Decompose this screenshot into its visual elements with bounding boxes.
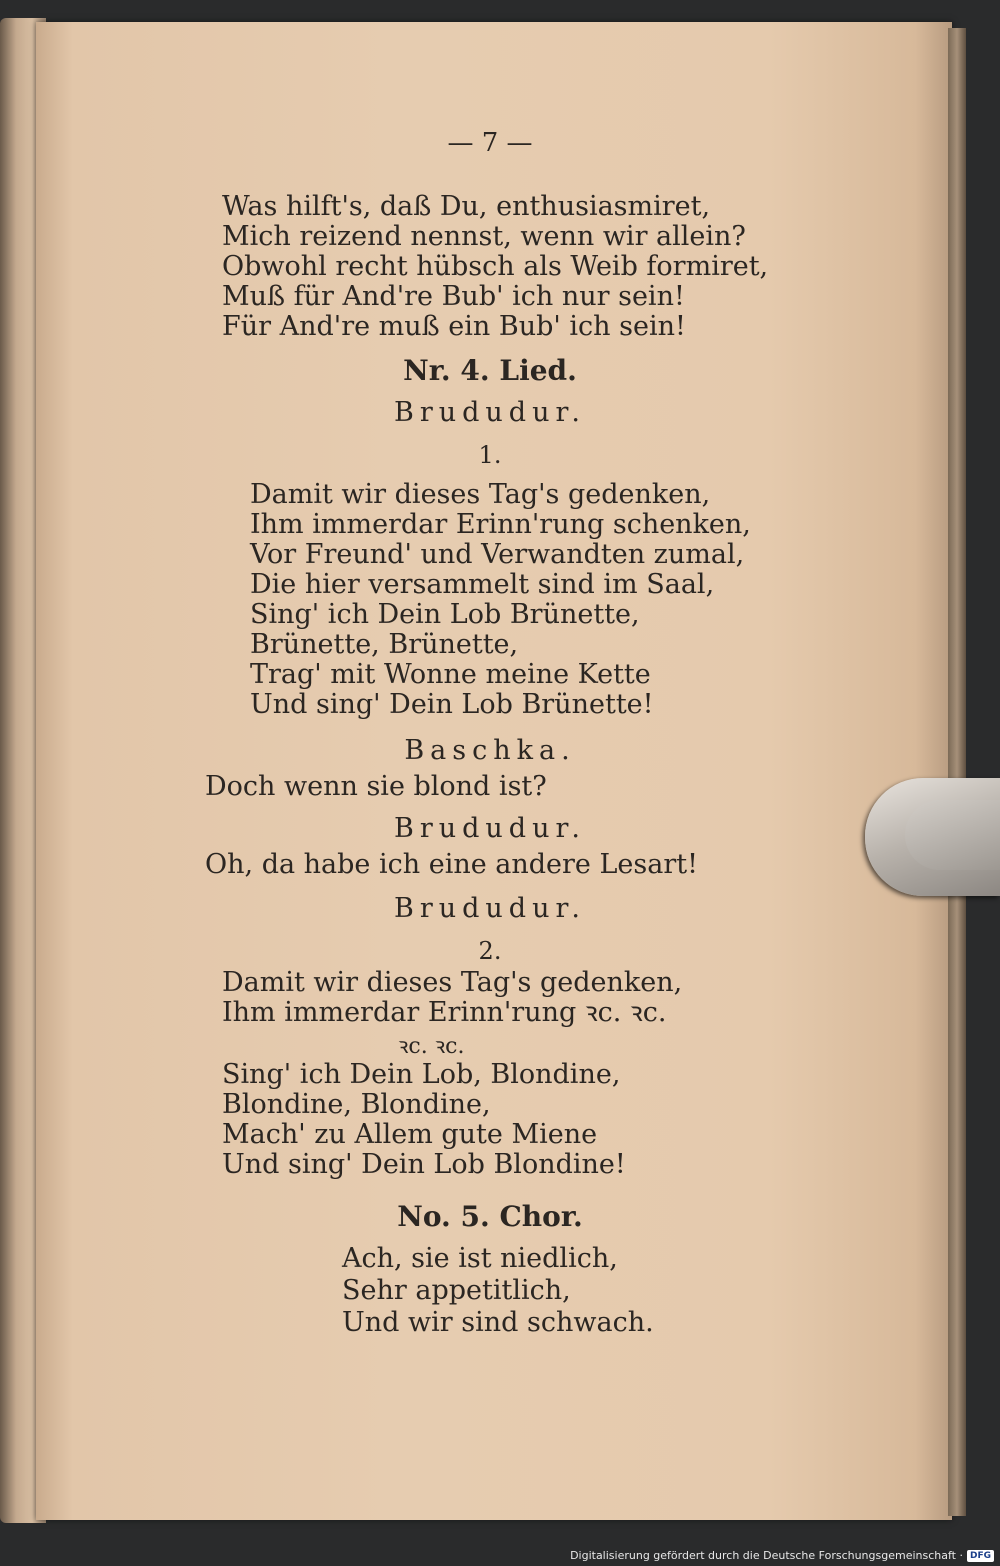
chorus-line: Ach, sie ist niedlich, [342, 1243, 618, 1274]
etcetera: ꝛc. ꝛc. [398, 1034, 465, 1059]
verse-line: Damit wir dieses Tag's gedenken, [250, 479, 711, 510]
speaker-name: Brududur. [393, 813, 586, 844]
verse-line: Und sing' Dein Lob Brünette! [250, 689, 654, 720]
verse-line: Brünette, Brünette, [250, 629, 519, 660]
verse-line: Und sing' Dein Lob Blondine! [222, 1149, 626, 1180]
speaker-name: Brududur. [393, 397, 586, 428]
verse-line: Für And're muß ein Bub' ich sein! [222, 311, 686, 342]
verse-line: Muß für And're Bub' ich nur sein! [222, 281, 685, 312]
verse-line: Blondine, Blondine, [222, 1089, 491, 1120]
verse-line: Was hilft's, daß Du, enthusiasmiret, [222, 191, 711, 222]
scanner-clip-inner [905, 800, 1000, 870]
verse-number: 2. [478, 937, 502, 965]
page-number: — 7 — [447, 128, 533, 158]
verse-line: Trag' mit Wonne meine Kette [250, 659, 651, 690]
chorus-line: Sehr appetitlich, [342, 1275, 571, 1306]
verse-line: Sing' ich Dein Lob, Blondine, [222, 1059, 621, 1090]
digitization-footer [570, 1549, 994, 1562]
chorus-line: Und wir sind schwach. [342, 1307, 654, 1338]
book-right-edge [948, 28, 966, 1516]
footer-text: Digitalisierung gefördert durch die Deutsche Forschungsgemeinschaft · [570, 1549, 963, 1562]
speaker-name: Baschka. [404, 735, 576, 766]
verse-line: Mich reizend nennst, wenn wir allein? [222, 221, 746, 252]
section-heading: Nr. 4. Lied. [403, 354, 577, 387]
verse-number: 1. [478, 441, 502, 469]
verse-line: Sing' ich Dein Lob Brünette, [250, 599, 640, 630]
verse-line: Ihm immerdar Erinn'rung schenken, [250, 509, 751, 540]
speaker-name: Brududur. [393, 893, 586, 924]
verse-line: Die hier versammelt sind im Saal, [250, 569, 715, 600]
verse-line: Mach' zu Allem gute Miene [222, 1119, 598, 1150]
dialogue-line: Doch wenn sie blond ist? [205, 771, 547, 802]
section-heading: No. 5. Chor. [397, 1200, 583, 1233]
verse-line: Ihm immerdar Erinn'rung ꝛc. ꝛc. [222, 997, 667, 1028]
verse-line: Vor Freund' und Verwandten zumal, [250, 539, 745, 570]
verse-line: Damit wir dieses Tag's gedenken, [222, 967, 683, 998]
dialogue-line: Oh, da habe ich eine andere Lesart! [205, 849, 698, 880]
dfg-logo: DFG [967, 1550, 994, 1562]
verse-line: Obwohl recht hübsch als Weib formiret, [222, 251, 769, 282]
